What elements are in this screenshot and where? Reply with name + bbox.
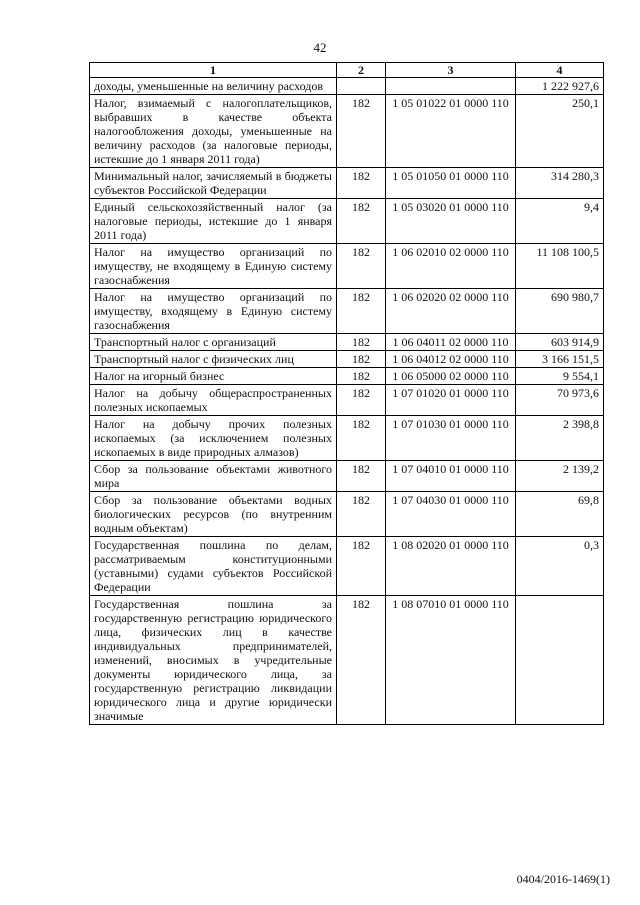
row-amount: 2 398,8: [516, 416, 604, 461]
row-name: Сбор за пользование объектами животного мира: [90, 461, 337, 492]
row-amount: 314 280,3: [516, 168, 604, 199]
row-budget-code: 1 06 02020 02 0000 110: [386, 289, 516, 334]
row-budget-code: 1 06 02010 02 0000 110: [386, 244, 516, 289]
row-name: Транспортный налог с организаций: [90, 334, 337, 351]
row-amount: 690 980,7: [516, 289, 604, 334]
row-admin-code: 182: [337, 168, 386, 199]
row-amount: 70 973,6: [516, 385, 604, 416]
table-row: [90, 244, 604, 289]
header-col-4: 4: [516, 63, 604, 78]
row-name: Налог на игорный бизнес: [90, 368, 337, 385]
page-number: 42: [313, 40, 327, 55]
row-name: Налог, взимаемый с налогоплательщиков, выбравших в качестве объекта налогообложения доходы, уменьшенные на величину расходов (за налоговые периоды, истекшие до 1 января 2011 года): [90, 95, 337, 168]
table-row: [90, 492, 604, 537]
row-admin-code: 182: [337, 537, 386, 596]
row-name: Налог на добычу общераспространенных полезных ископаемых: [90, 385, 337, 416]
table-row: [90, 596, 604, 725]
table-header-row: [90, 63, 604, 78]
table-row: [90, 537, 604, 596]
row-budget-code: 1 07 01030 01 0000 110: [386, 416, 516, 461]
row-admin-code: 182: [337, 289, 386, 334]
table-row: [90, 368, 604, 385]
row-amount: 9,4: [516, 199, 604, 244]
row-amount: 250,1: [516, 95, 604, 168]
table-row: [90, 334, 604, 351]
row-budget-code: 1 06 04011 02 0000 110: [386, 334, 516, 351]
row-budget-code: 1 05 01022 01 0000 110: [386, 95, 516, 168]
row-name: Минимальный налог, зачисляемый в бюджеты субъектов Российской Федерации: [90, 168, 337, 199]
row-admin-code: 182: [337, 199, 386, 244]
row-name: Государственная пошлина за государственную регистрацию юридического лица, физических лиц в качестве индивидуальных предпринимателей, изменений, вносимых в учредительные документы юридического лица, за государственную регистрацию ликвидации юридического лица и другие юридически значимые: [90, 596, 337, 725]
row-admin-code: 182: [337, 461, 386, 492]
row-budget-code: 1 06 05000 02 0000 110: [386, 368, 516, 385]
row-amount: 0,3: [516, 537, 604, 596]
revenue-table: [89, 62, 604, 725]
row-name: Единый сельскохозяйственный налог (за налоговые периоды, истекшие до 1 января 2011 года): [90, 199, 337, 244]
table-row: [90, 289, 604, 334]
document-code: 0404/2016-1469(1): [516, 872, 610, 886]
row-name: Сбор за пользование объектами водных биологических ресурсов (по внутренним водным объектам): [90, 492, 337, 537]
row-amount: 11 108 100,5: [516, 244, 604, 289]
row-admin-code: 182: [337, 351, 386, 368]
row-admin-code: 182: [337, 385, 386, 416]
row-amount: [516, 596, 604, 725]
row-admin-code: [337, 78, 386, 95]
row-admin-code: 182: [337, 492, 386, 537]
row-name: Транспортный налог с физических лиц: [90, 351, 337, 368]
row-amount: 2 139,2: [516, 461, 604, 492]
row-admin-code: 182: [337, 416, 386, 461]
header-col-3: 3: [386, 63, 516, 78]
row-budget-code: 1 06 04012 02 0000 110: [386, 351, 516, 368]
row-amount: 69,8: [516, 492, 604, 537]
row-budget-code: 1 07 04030 01 0000 110: [386, 492, 516, 537]
row-budget-code: 1 05 01050 01 0000 110: [386, 168, 516, 199]
table-row: [90, 351, 604, 368]
row-admin-code: 182: [337, 334, 386, 351]
row-name: Налог на имущество организаций по имуществу, не входящему в Единую систему газоснабжения: [90, 244, 337, 289]
row-budget-code: 1 08 02020 01 0000 110: [386, 537, 516, 596]
row-budget-code: 1 07 01020 01 0000 110: [386, 385, 516, 416]
row-amount: 1 222 927,6: [516, 78, 604, 95]
row-name: Налог на имущество организаций по имуществу, входящему в Единую систему газоснабжения: [90, 289, 337, 334]
row-budget-code: 1 05 03020 01 0000 110: [386, 199, 516, 244]
header-col-1: 1: [90, 63, 337, 78]
row-budget-code: 1 08 07010 01 0000 110: [386, 596, 516, 725]
row-admin-code: 182: [337, 95, 386, 168]
table-row: [90, 95, 604, 168]
row-budget-code: 1 07 04010 01 0000 110: [386, 461, 516, 492]
row-name: доходы, уменьшенные на величину расходов: [90, 78, 337, 95]
row-name: Налог на добычу прочих полезных ископаемых (за исключением полезных ископаемых в виде природных алмазов): [90, 416, 337, 461]
row-amount: 9 554,1: [516, 368, 604, 385]
row-admin-code: 182: [337, 596, 386, 725]
row-admin-code: 182: [337, 244, 386, 289]
row-admin-code: 182: [337, 368, 386, 385]
row-name: Государственная пошлина по делам, рассматриваемым конституционными (уставными) судами субъектов Российской Федерации: [90, 537, 337, 596]
table-row: [90, 168, 604, 199]
table-row: [90, 461, 604, 492]
table-row: [90, 199, 604, 244]
row-amount: 3 166 151,5: [516, 351, 604, 368]
row-budget-code: [386, 78, 516, 95]
header-col-2: 2: [337, 63, 386, 78]
table-row: [90, 416, 604, 461]
table-row: [90, 385, 604, 416]
row-amount: 603 914,9: [516, 334, 604, 351]
table-row: [90, 78, 604, 95]
